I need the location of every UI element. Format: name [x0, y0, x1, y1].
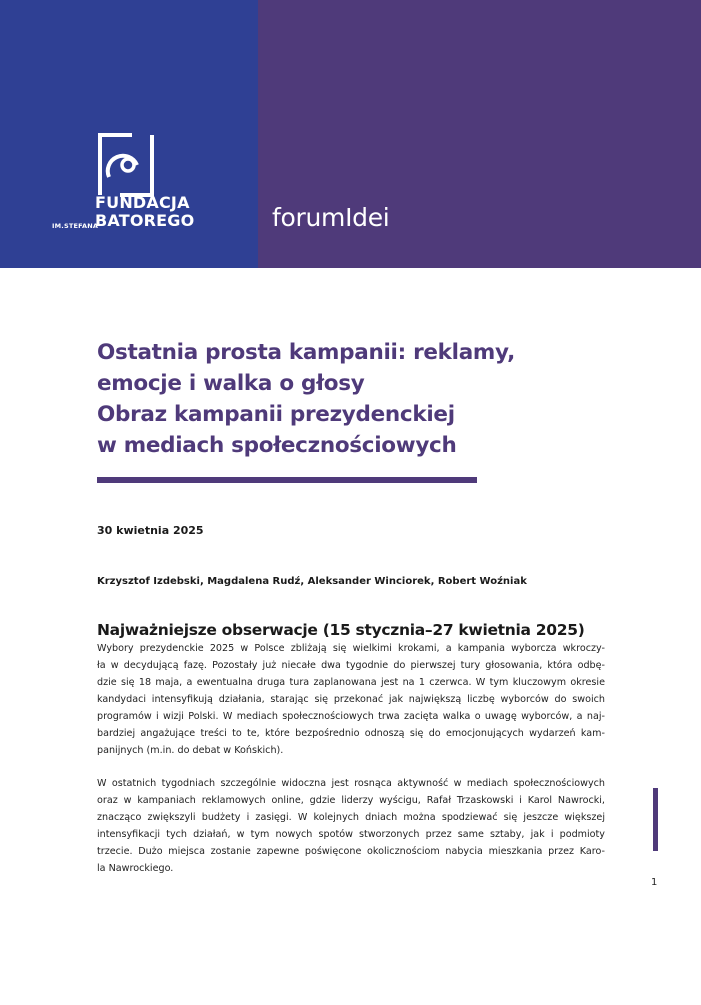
document-title [97, 337, 597, 461]
logo-text-fundacja: FUNDACJA [95, 193, 190, 212]
series-name: forumIdei [272, 203, 390, 232]
paragraph-line: kandydaci intensyfikują działania, starając się przekonać jak największą liczbę wyborców do swoich [97, 694, 605, 705]
logo-text-batorego: BATOREGO [95, 211, 195, 230]
title-underline [97, 477, 477, 483]
paragraph-line: W ostatnich tygodniach szczególnie widoczna jest rosnąca aktywność w mediach społecznościowych [97, 778, 605, 789]
body-paragraph [97, 775, 605, 877]
paragraph-line: znacząco zwiększyli budżety i zasięgi. W kolejnych dniach można spodziewać się jeszcze większej [97, 812, 605, 823]
title-line: Ostatnia prosta kampanii: reklamy, [97, 340, 515, 365]
title-line: emocje i walka o głosy [97, 371, 365, 396]
paragraph-line: oraz w kampaniach reklamowych online, gdzie liderzy wyścigu, Rafał Trzaskowski i Karol Nawrocki, [97, 795, 605, 806]
page-number: 1 [651, 877, 658, 888]
paragraph-line: dzie się 18 maja, a ewentualna druga tura zaplanowana jest na 1 czerwca. W tym kluczowym okresie [97, 677, 605, 688]
body-paragraph [97, 640, 605, 759]
paragraph-line: programów i wizji Polski. W mediach społecznościowych trwa zacięta walka o uwagę wyborców, a naj- [97, 711, 605, 722]
paragraph-line: Wybory prezydenckie 2025 w Polsce zbliżają się wielkimi krokami, a kampania wyborcza wkroczy- [97, 643, 605, 654]
logo-mark-icon [98, 133, 154, 197]
paragraph-line: la Nawrockiego. [97, 863, 174, 874]
paragraph-line: ła w decydującą fazę. Pozostały już niecałe dwa tygodnie do pierwszej tury głosowania, która odbę- [97, 660, 605, 671]
margin-accent-bar [653, 788, 658, 851]
paragraph-line: panijnych (m.in. do debat w Końskich). [97, 745, 284, 756]
section-heading: Najważniejsze obserwacje (15 stycznia–27 kwietnia 2025) [97, 621, 585, 639]
authors-list: Krzysztof Izdebski, Magdalena Rudź, Aleksander Winciorek, Robert Woźniak [97, 576, 527, 587]
logo-text-im-stefana: IM.STEFANA [52, 222, 99, 230]
paragraph-line: intensyfikacji tych działań, w tym nowych spotów stworzonych przez same sztaby, jak i podmioty [97, 829, 605, 840]
paragraph-line: trzecie. Dużo miejsca zostanie zapewne poświęcone okolicznościom nabycia mieszkania przez Karo- [97, 846, 605, 857]
paragraph-line: bardziej angażujące treści to te, które bezpośrednio odnoszą się do emocjonujących wydarzeń kam- [97, 728, 605, 739]
publication-date: 30 kwietnia 2025 [97, 524, 204, 537]
foundation-logo [50, 133, 230, 243]
title-line: w mediach społecznościowych [97, 433, 457, 458]
title-line: Obraz kampanii prezydenckiej [97, 402, 455, 427]
